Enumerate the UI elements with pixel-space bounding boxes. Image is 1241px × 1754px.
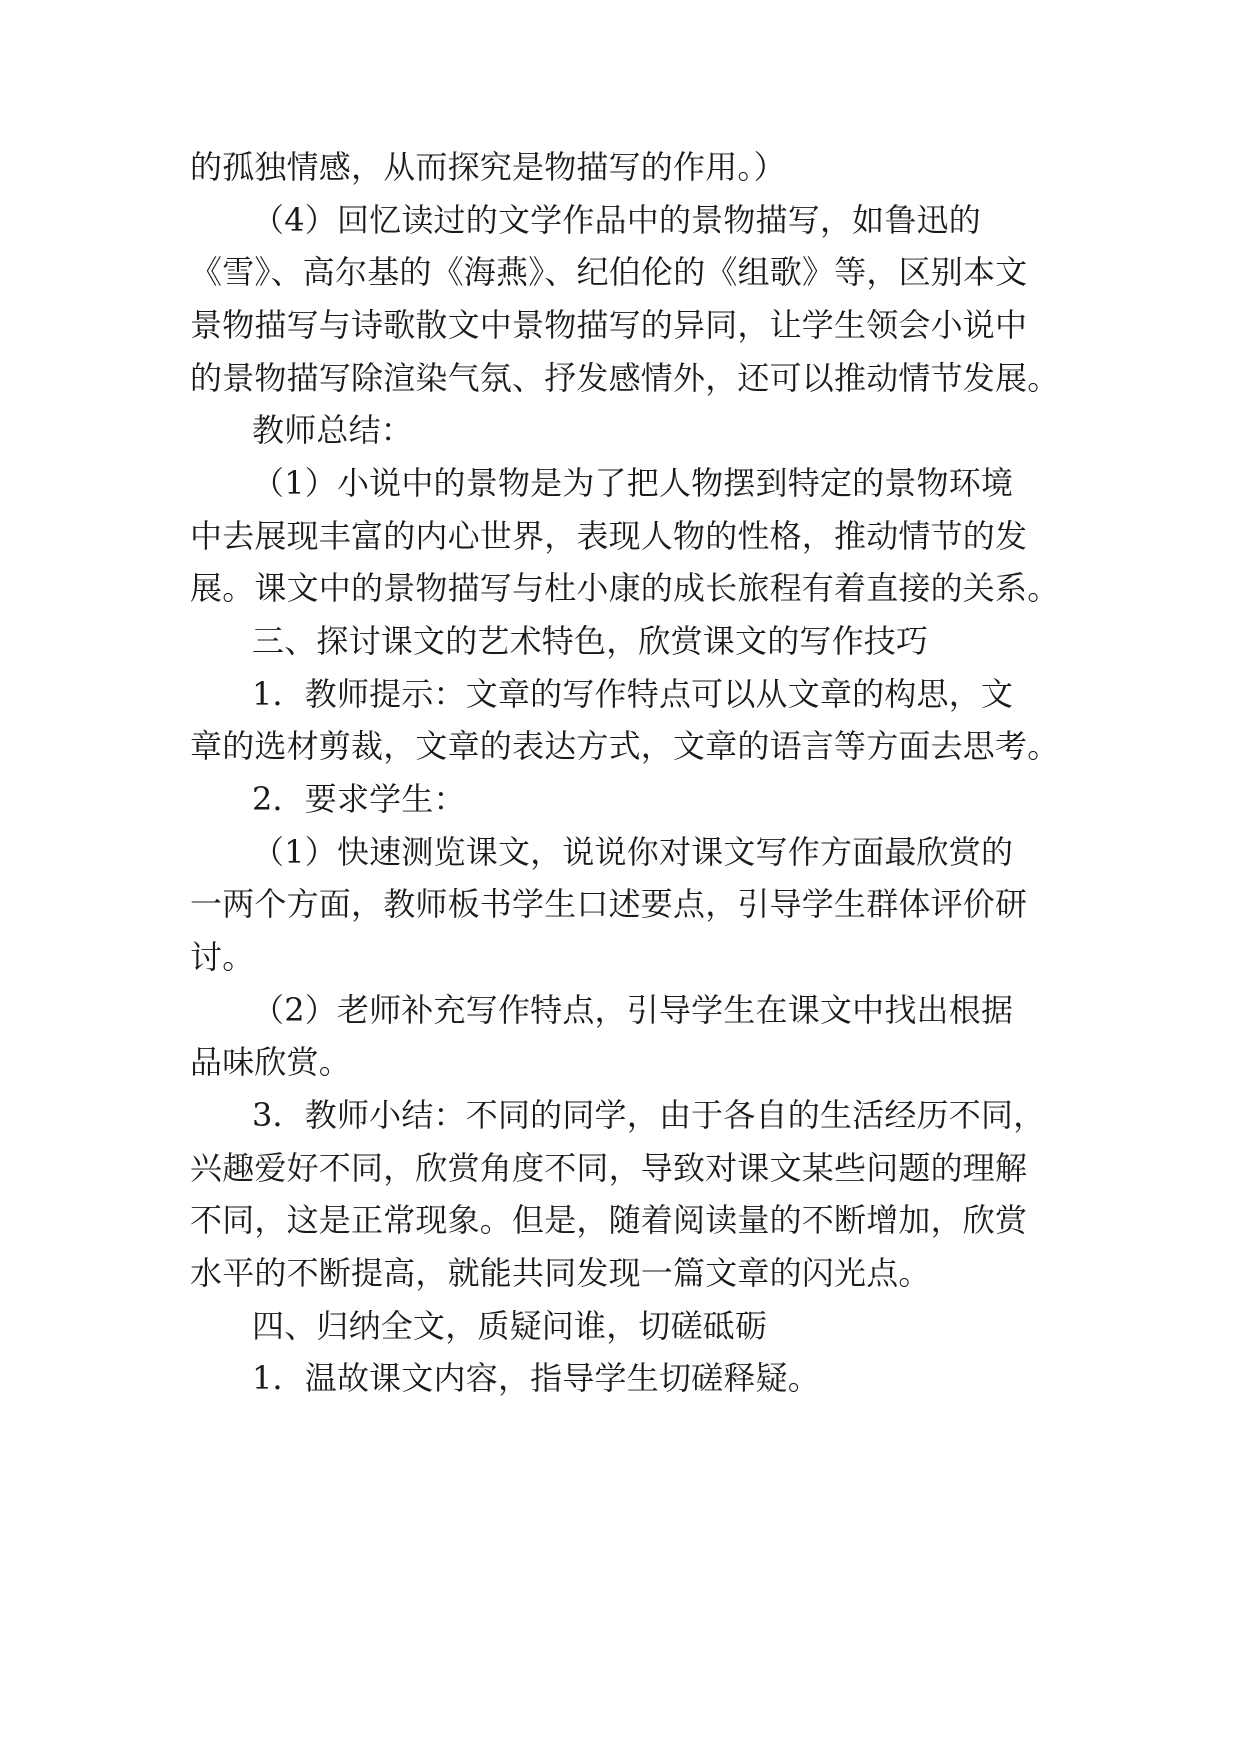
text-line-20: 兴趣爱好不同，欣赏角度不同，导致对课文某些问题的理解 [190,1149,1028,1187]
text-line-9: 展。课文中的景物描写与杜小康的成长旅程有着直接的关系。 [190,569,1060,607]
text-line-22: 水平的不断提高，就能共同发现一篇文章的闪光点。 [190,1254,931,1292]
text-line-13: 2．要求学生： [252,780,466,818]
text-line-21: 不同，这是正常现象。但是，随着阅读量的不断增加，欣赏 [190,1201,1028,1239]
text-line-19: 3．教师小结：不同的同学，由于各自的生活经历不同， [252,1096,1046,1134]
text-line-4: 景物描写与诗歌散文中景物描写的异同，让学生领会小说中 [190,306,1028,344]
text-line-6: 教师总结： [252,411,414,449]
text-line-1: 的孤独情感，从而探究是物描写的作用。） [190,148,786,186]
text-line-15: 一两个方面，教师板书学生口述要点，引导学生群体评价研 [190,885,1028,923]
text-line-17: （2）老师补充写作特点，引导学生在课文中找出根据 [252,991,1014,1029]
text-line-12: 章的选材剪裁，文章的表达方式，文章的语言等方面去思考。 [190,727,1060,765]
text-line-2: （4）回忆读过的文学作品中的景物描写，如鲁迅的 [252,201,981,239]
text-line-10: 三、探讨课文的艺术特色，欣赏课文的写作技巧 [252,622,929,660]
text-line-16: 讨。 [190,938,255,976]
text-line-18: 品味欣赏。 [190,1043,352,1081]
text-line-7: （1）小说中的景物是为了把人物摆到特定的景物环境 [252,464,1014,502]
text-line-14: （1）快速测览课文，说说你对课文写作方面最欣赏的 [252,833,1014,871]
text-line-23: 四、归纳全文，质疑问谁，切磋砥砺 [252,1307,768,1345]
text-line-24: 1．温故课文内容，指导学生切磋释疑。 [252,1359,820,1397]
text-line-5: 的景物描写除渲染气氛、抒发感情外，还可以推动情节发展。 [190,359,1060,397]
text-line-8: 中去展现丰富的内心世界，表现人物的性格，推动情节的发 [190,517,1028,555]
text-line-3: 《雪》、高尔基的《海燕》、纪伯伦的《组歌》等，区别本文 [190,253,1028,291]
text-line-11: 1．教师提示：文章的写作特点可以从文章的构思，文 [252,675,1014,713]
